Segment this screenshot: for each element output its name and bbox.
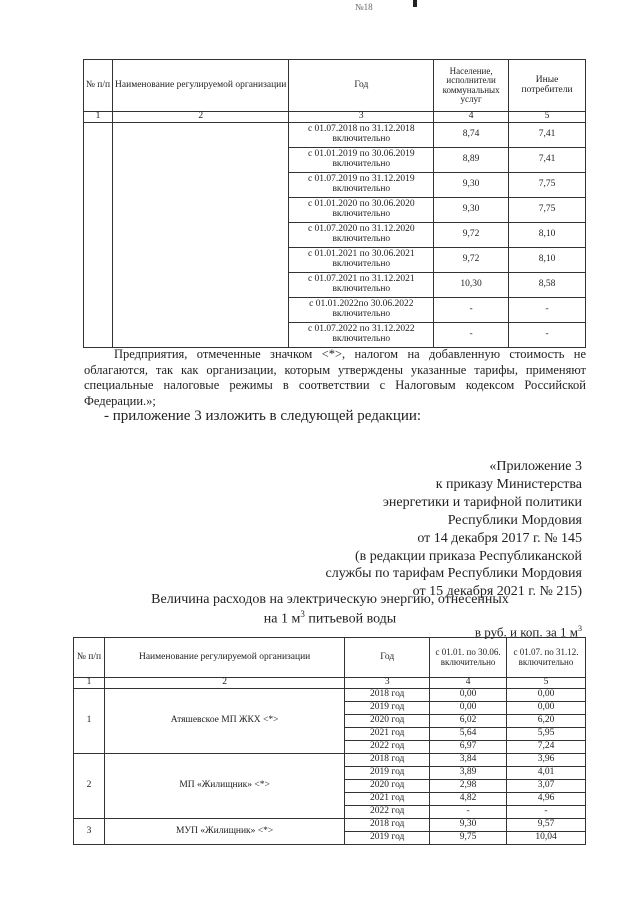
table-row <box>74 819 586 832</box>
t1-colnum: 3 <box>289 112 434 123</box>
t2-header-num: № п/п <box>74 638 105 678</box>
t2-h2-cell: 3,07 <box>507 780 586 793</box>
t2-colnum: 3 <box>345 678 430 689</box>
t2-year-cell: 2021 год <box>345 728 430 741</box>
t2-h1-cell: 3,89 <box>430 767 507 780</box>
t1-colnum: 1 <box>84 112 113 123</box>
appendix-line: от 14 декабря 2017 г. № 145 <box>417 530 582 546</box>
t1-pop-cell: 9,72 <box>434 223 509 248</box>
t2-year-cell: 2020 год <box>345 780 430 793</box>
t2-header-h1: с 01.01. по 30.06. включительно <box>430 638 507 678</box>
t1-other-cell: 7,75 <box>509 173 586 198</box>
t2-year-cell: 2022 год <box>345 741 430 754</box>
scan-mark: №18 <box>355 2 373 12</box>
appendix-line: от 15 декабря 2021 г. № 215) <box>412 584 582 600</box>
t2-org-cell: Атяшевское МП ЖКХ <*> <box>104 689 344 754</box>
t2-year-cell: 2019 год <box>345 832 430 845</box>
t1-period-cell: с 01.01.2020 по 30.06.2020 включительно <box>289 198 434 223</box>
appendix-header <box>326 458 582 601</box>
t2-colnum: 4 <box>430 678 507 689</box>
t1-pop-cell: 9,72 <box>434 248 509 273</box>
appendix-line: энергетики и тарифной политики <box>382 494 582 510</box>
title-line: Величина расходов на электрическую энергию, отнесенных <box>151 592 509 607</box>
t2-h2-cell: 0,00 <box>507 702 586 715</box>
t2-h1-cell: 3,84 <box>430 754 507 767</box>
t2-h2-cell: 5,95 <box>507 728 586 741</box>
t1-header-org: Наименование регулируемой организации <box>112 60 289 112</box>
t1-header-year: Год <box>289 60 434 112</box>
document-title <box>110 591 550 628</box>
appendix-line: к приказу Министерства <box>435 476 582 492</box>
t2-h1-cell: - <box>430 806 507 819</box>
appendix-line: Республики Мордовия <box>447 512 582 528</box>
t2-h1-cell: 0,00 <box>430 689 507 702</box>
t2-num-cell: 3 <box>74 819 105 845</box>
t1-colnums-row <box>84 112 586 123</box>
appendix-line: (в редакции приказа Республиканской <box>355 548 582 564</box>
t2-year-cell: 2020 год <box>345 715 430 728</box>
t2-year-cell: 2022 год <box>345 806 430 819</box>
t1-colnum: 2 <box>112 112 289 123</box>
amendment-line: - приложение 3 изложить в следующей редакции: <box>104 408 422 424</box>
t2-h1-cell: 5,64 <box>430 728 507 741</box>
scan-artifact <box>413 0 417 7</box>
t2-h2-cell: 3,96 <box>507 754 586 767</box>
t2-colnum: 1 <box>74 678 105 689</box>
t1-period-cell: с 01.01.2021 по 30.06.2021 включительно <box>289 248 434 273</box>
t1-pop-cell: - <box>434 323 509 348</box>
title-line-2: на 1 $м^3$ питьевой воды <box>263 608 397 627</box>
t2-year-cell: 2018 год <box>345 689 430 702</box>
t2-h1-cell: 9,30 <box>430 819 507 832</box>
t2-h1-cell: 2,98 <box>430 780 507 793</box>
t2-colnums-row <box>74 678 586 689</box>
t1-pop-cell: 9,30 <box>434 173 509 198</box>
t1-header-other: Иные потребители <box>509 60 586 112</box>
t1-colnum: 5 <box>509 112 586 123</box>
t1-num-cell <box>84 123 113 348</box>
t2-num-cell: 1 <box>74 689 105 754</box>
electricity-cost-table <box>73 637 586 845</box>
t2-header-org: Наименование регулируемой организации <box>104 638 344 678</box>
t1-pop-cell: 10,30 <box>434 273 509 298</box>
t2-h1-cell: 0,00 <box>430 702 507 715</box>
t1-period-cell: с 01.07.2021 по 31.12.2021 включительно <box>289 273 434 298</box>
t1-other-cell: 7,41 <box>509 148 586 173</box>
t1-period-cell: с 01.01.2019 по 30.06.2019 включительно <box>289 148 434 173</box>
t2-h2-cell: 9,57 <box>507 819 586 832</box>
t1-period-cell: с 01.07.2018 по 31.12.2018 включительно <box>289 123 434 148</box>
table-row <box>84 123 586 148</box>
t2-year-cell: 2018 год <box>345 819 430 832</box>
appendix-line: службы по тарифам Республики Мордовия <box>325 566 582 582</box>
t1-other-cell: 7,75 <box>509 198 586 223</box>
t2-h2-cell: 4,01 <box>507 767 586 780</box>
t2-year-cell: 2021 год <box>345 793 430 806</box>
units-note: в руб. и коп. за 1 $м^3$ <box>474 624 582 640</box>
t2-year-cell: 2019 год <box>345 702 430 715</box>
t2-h2-cell: 10,04 <box>507 832 586 845</box>
t1-header-pop: Население, исполнители коммунальных услуг <box>434 60 509 112</box>
t1-header-num: № п/п <box>84 60 113 112</box>
t1-other-cell: 8,10 <box>509 223 586 248</box>
t2-h1-cell: 4,82 <box>430 793 507 806</box>
tariff-table-1 <box>83 59 586 348</box>
t2-h1-cell: 6,97 <box>430 741 507 754</box>
t1-pop-cell: 8,89 <box>434 148 509 173</box>
t2-org-cell: МП «Жилищник» <*> <box>104 754 344 819</box>
t1-pop-cell: 9,30 <box>434 198 509 223</box>
t1-org-cell <box>112 123 289 348</box>
t2-num-cell: 2 <box>74 754 105 819</box>
t1-period-cell: с 01.07.2022 по 31.12.2022 включительно <box>289 323 434 348</box>
table-row <box>74 754 586 767</box>
appendix-line: «Приложение 3 <box>489 459 582 474</box>
t2-org-cell: МУП «Жилищник» <*> <box>104 819 344 845</box>
t1-other-cell: 8,10 <box>509 248 586 273</box>
t1-period-cell: с 01.07.2019 по 31.12.2019 включительно <box>289 173 434 198</box>
table-row <box>74 689 586 702</box>
t2-h2-cell: 7,24 <box>507 741 586 754</box>
t2-h2-cell: 0,00 <box>507 689 586 702</box>
t2-year-cell: 2018 год <box>345 754 430 767</box>
t1-period-cell: с 01.01.2022по 30.06.2022 включительно <box>289 298 434 323</box>
tax-note: Предприятия, отмеченные значком <*>, налогом на добавленную стоимость не облагаются, так как организации, которым утверждены указанные тарифы, применяют специальные налоговые режимы в соответствии с Налоговым кодексом Российской Федерации.»; <box>84 347 586 408</box>
t1-other-cell: - <box>509 298 586 323</box>
t1-other-cell: - <box>509 323 586 348</box>
t2-year-cell: 2019 год <box>345 767 430 780</box>
t2-header-h2: с 01.07. по 31.12. включительно <box>507 638 586 678</box>
t2-header-year: Год <box>345 638 430 678</box>
t1-period-cell: с 01.07.2020 по 31.12.2020 включительно <box>289 223 434 248</box>
t2-h2-cell: 4,96 <box>507 793 586 806</box>
t2-h1-cell: 6,02 <box>430 715 507 728</box>
t2-colnum: 2 <box>104 678 344 689</box>
t1-pop-cell: - <box>434 298 509 323</box>
t2-h1-cell: 9,75 <box>430 832 507 845</box>
t1-other-cell: 7,41 <box>509 123 586 148</box>
t1-colnum: 4 <box>434 112 509 123</box>
t2-h2-cell: 6,20 <box>507 715 586 728</box>
t2-colnum: 5 <box>507 678 586 689</box>
t1-pop-cell: 8,74 <box>434 123 509 148</box>
t2-h2-cell: - <box>507 806 586 819</box>
t1-other-cell: 8,58 <box>509 273 586 298</box>
